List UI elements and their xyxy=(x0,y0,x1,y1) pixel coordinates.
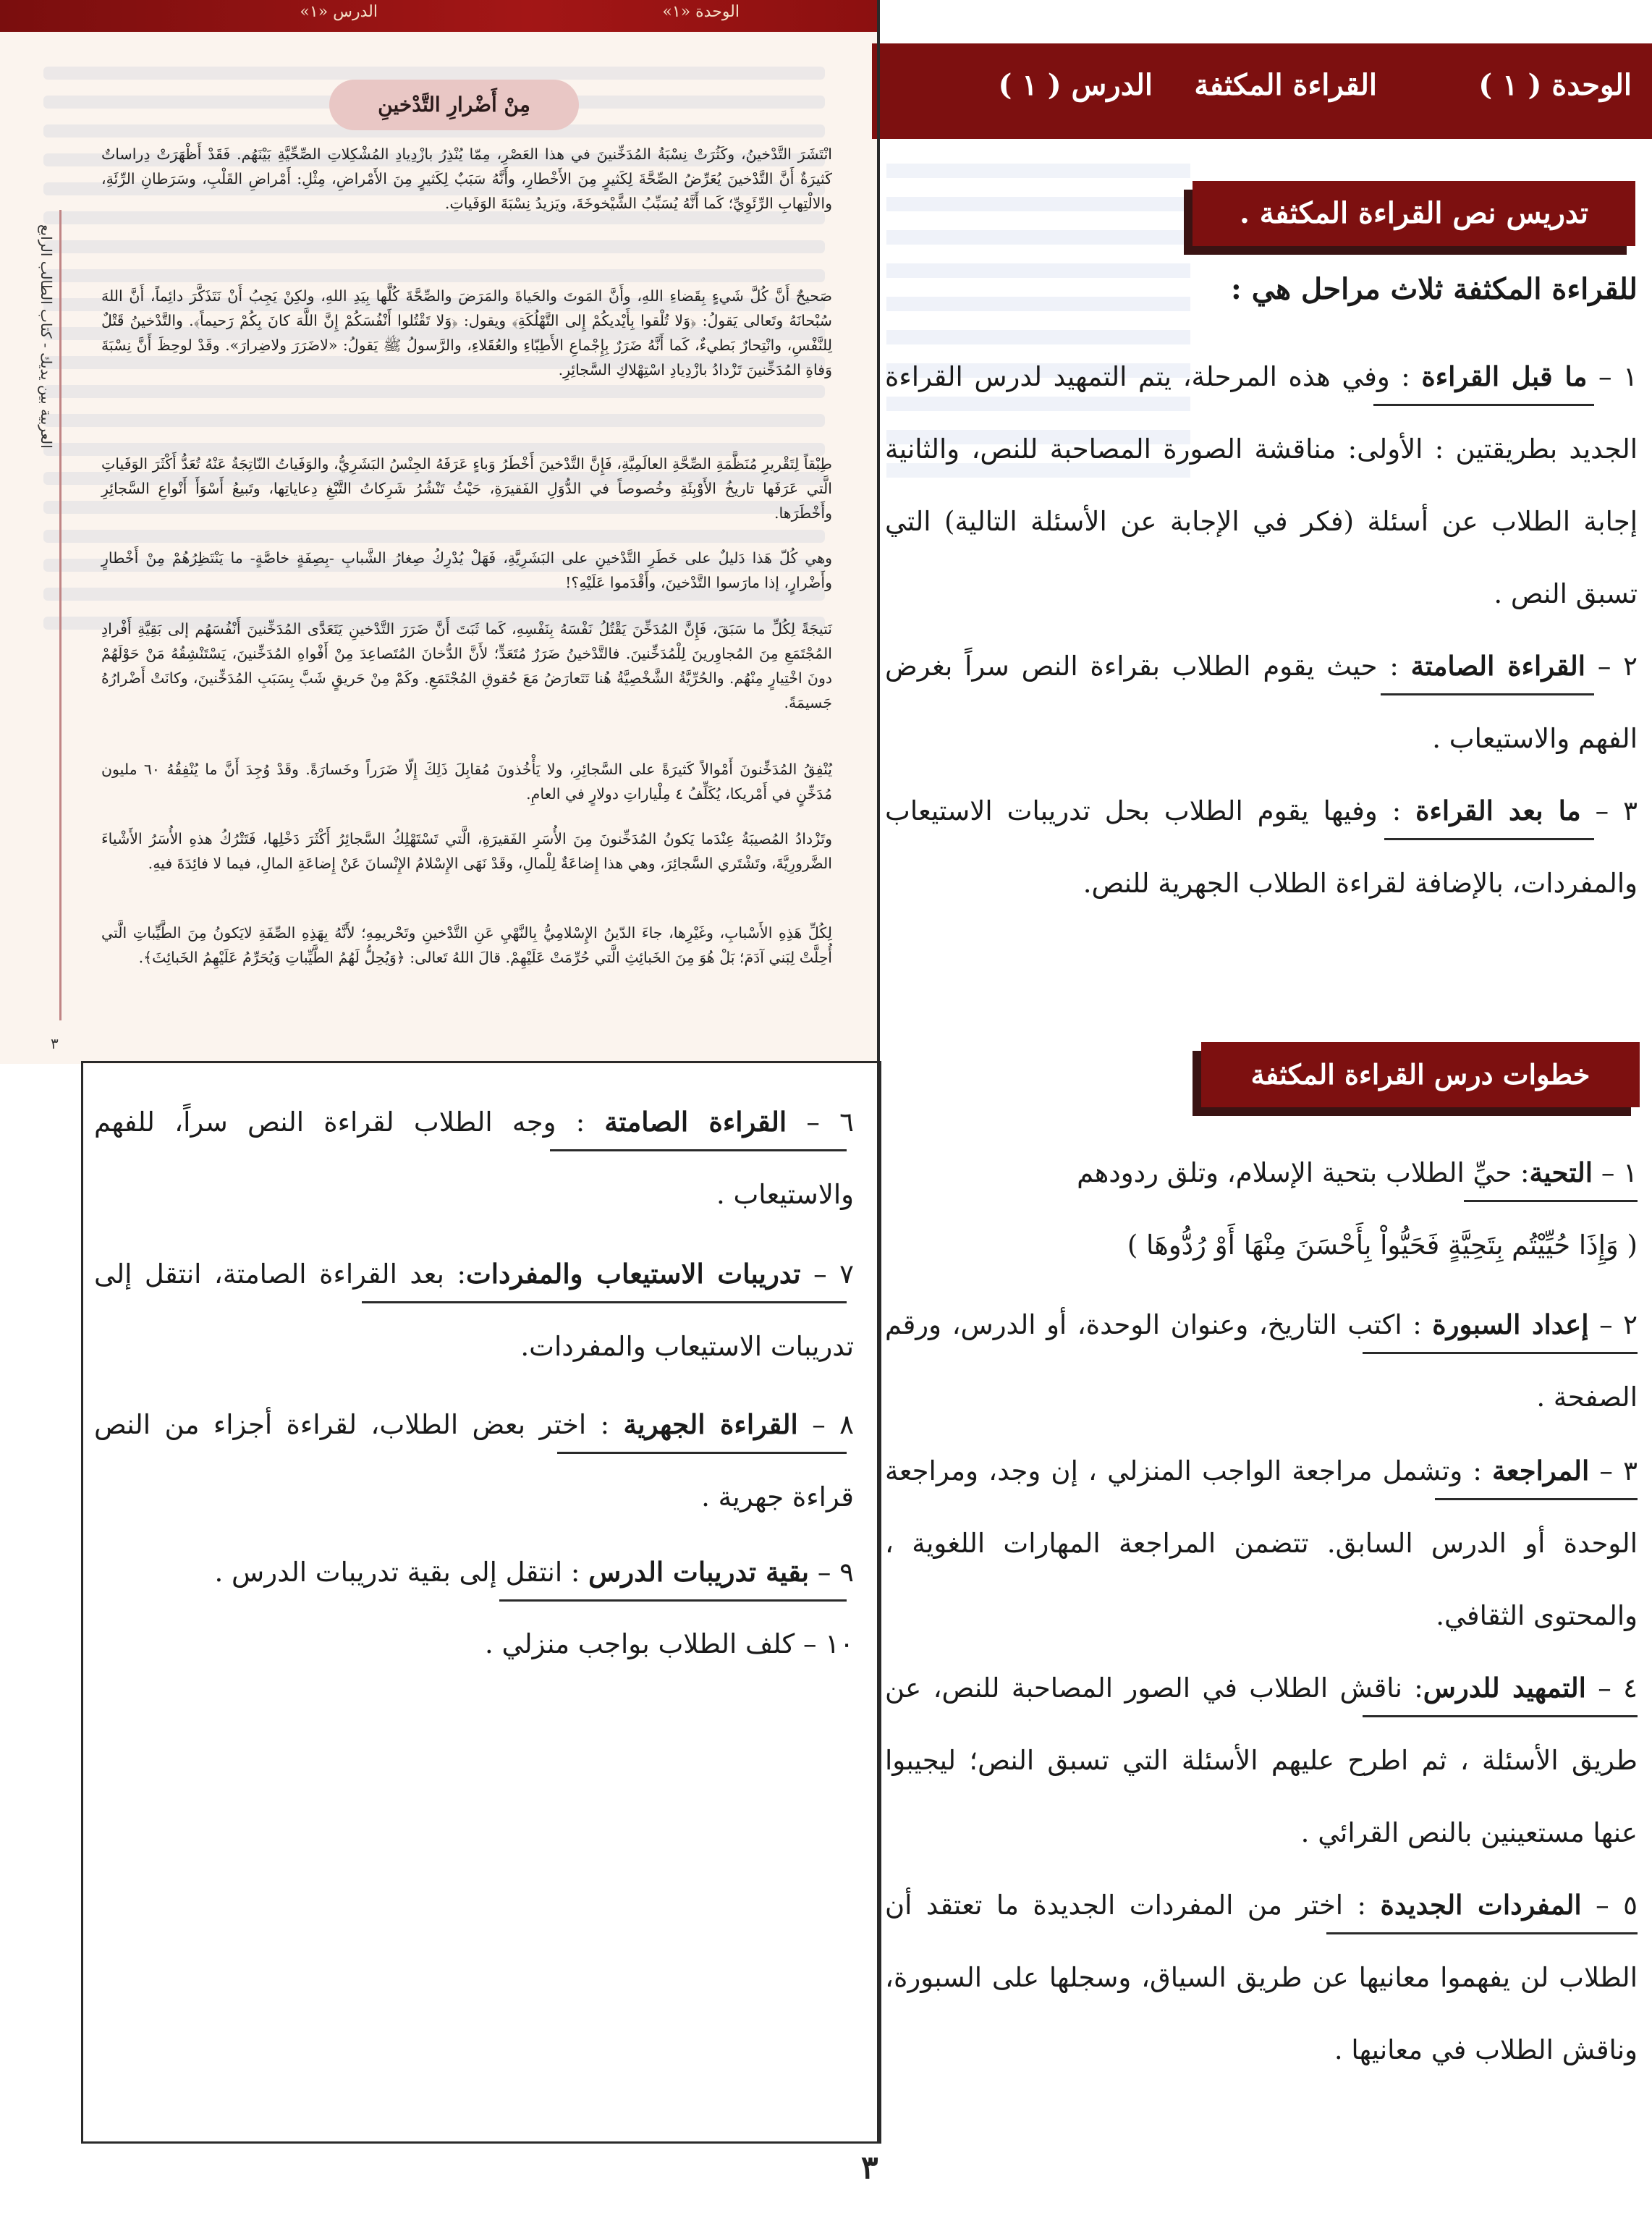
reading-paragraph: طِبْقاً لِتَقْريرِ مُنَظَّمَةِ الصِّحَّةِ العالَمِيَّةِ، فَإِنَّ التَّدْخينَ أَخْطَرُ وَباءٍ عَرَفَهُ الجِنْسُ البَشَرِيُّ، والوَفَياتُ النّاتِجَةُ عَنْهُ تُعَدُّ أَكْثَرَ الوَفَياتِ الَّتي عَرَفَها تاريخُ الأَوْبِئَةِ وخُصوصاً في الدُّوَلِ الفَقيرَةِ، حَيْثُ تَنْشُرُ شَرِكاتُ التَّبْغِ دِعاياتِها، وتَبيعُ أَسْوَأَ أَنْواعِ السَّجائِرِ وأَخْطَرَها. xyxy=(101,455,832,522)
reading-title: مِنْ أَضْرارِ التَّدْخينِ xyxy=(329,80,579,130)
step-number: ٨ – xyxy=(812,1409,855,1440)
step-text: وجه الطلاب لقراءة النص سراً، للفهم والاستيعاب . xyxy=(94,1107,854,1210)
step-term: المفردات الجديدة xyxy=(1380,1889,1582,1921)
left-unit-label: الوحدة «١» xyxy=(662,3,740,21)
stages-intro: للقراءة المكثفة ثلاث مراحل هي : xyxy=(1231,272,1638,306)
reading-paragraph: صَحيحٌ أَنَّ كُلَّ شَيءٍ بِقَضاءِ اللهِ، وأَنَّ المَوتَ والحَياةَ والمَرَضَ والصِّحَّةَ كُلَّها بِيَدِ اللهِ، ولكِنْ يَجِبُ أَنْ نَتَذَكَّرَ دائِماً، أَنَّ اللهَ سُبْحانَهُ وتَعالى يَقولُ: ﴿وَلا تُلْقوا بِأَيْديكُمْ إِلى التَّهْلُكَةِ﴾ ويقول: ﴿وَلا تَقْتُلوا أَنْفُسَكُمْ إِنَّ اللَّهَ كانَ بِكُمْ رَحيماً﴾. والتَّدْخينُ قَتْلٌ لِلنَّفْسِ، وانْتِحارٌ بَطيءٌ، كَما أَنَّهُ ضَرَرٌ بِإِجْماعِ الأَطِبّاءِ والعُقَلاءِ، والرَّسولُ ﷺ يَقولُ: «لاضَرَرَ ولاضِرارَ». وقَدْ لوحِظَ أَنَّ نِسْبَةَ وَفاةِ المُدَخِّنينَ تَزْدادُ بازْدِيادِ اسْتِهْلاكِ السَّجائِرِ. xyxy=(101,287,832,378)
stage-item xyxy=(885,630,1638,775)
reading-paragraph: نَتيجَةً لِكُلِّ ما سَبَقَ، فَإِنَّ المُدَخِّنَ يَقْتُلُ نَفْسَهُ بِنَفْسِهِ، كَما ثَبَتَ أَنَّ ضَرَرَ التَّدْخينِ يَتَعَدَّى المُدَخِّنينَ أَنْفُسَهُم إلى بَقِيَّةِ أَفْرادِ المُجْتَمَعِ مِنَ المُجاوِرينَ لِلْمُدَخِّنينَ. فالتَّدْخينُ ضَرَرٌ مُتَعَدٍّ؛ لأَنَّ الدُّخانَ المُتَصاعِدَ مِنْ أَفْواهِ المُدَخِّنينَ، يَسْتَنْشِقُهُ مَنْ حَوْلَهُمْ دونَ اخْتِيارٍ مِنْهُم. والحُرِّيَّةُ الشَّخْصِيَّةُ هُنا تَتَعارَضُ مَعَ حُقوقِ المُجْتَمَعِ. وكَمْ مِنْ حَريقٍ شَبَّ بِسَبَبِ المُدَخِّنينَ، وكانَتْ أَضْرارُهُ جَسيمَةً. xyxy=(101,620,832,711)
step-separator: : xyxy=(444,1259,466,1290)
step-item xyxy=(885,1651,1638,1869)
left-page-number: ٣ xyxy=(51,1035,59,1052)
reading-paragraph: لِكُلِّ هَذِهِ الأَسْبابِ، وغَيْرِها، جاءَ الدّينُ الإِسْلامِيُّ بِالنَّهْيِ عَنِ التَّدْخينِ وتَحْريمِهِ؛ لأَنَّهُ بِهَذِهِ الصِّفَةِ لايَكونُ مِنَ الطَّيِّباتِ الَّتي أُحِلَّتْ لِبَني آدَمَ؛ بَلْ هُوَ مِنَ الخَبائِثِ الَّتي حُرِّمَتْ عَلَيْهِمْ. قالَ اللهُ تَعالى: ﴿وَيُحِلُّ لَهُمُ الطَّيِّباتِ وَيُحَرِّمُ عَلَيْهِمُ الخَبائِثَ﴾. xyxy=(101,924,832,966)
step-item xyxy=(94,1086,854,1231)
stage-number: ٣ – xyxy=(1595,795,1638,826)
stage-term: ما بعد القراءة xyxy=(1415,795,1581,826)
stage-separator: : xyxy=(1389,361,1422,392)
stage-item xyxy=(885,340,1638,630)
step-term: بقية تدريبات الدرس xyxy=(588,1556,810,1588)
step-text: وتشمل مراجعة الواجب المنزلي ، إن وجد، ومراجعة الوحدة أو الدرس السابق. تتضمن المراجعة المهارات اللغوية ، والمحتوى الثقافي. xyxy=(885,1455,1638,1631)
page-number: ٣ xyxy=(861,2149,878,2186)
section-title-box: تدريس نص القراءة المكثفة . xyxy=(1193,181,1635,246)
section-title-box: خطوات درس القراءة المكثفة xyxy=(1201,1042,1640,1107)
reading-paragraph: وهي كُلّ هَذا دَليلٌ على خَطَرِ التَّدْخينِ على البَشَرِيَّةِ، فَهَلْ يُدْرِكُ صِغارُ الشَّبابِ -بِصِفَةٍ خاصَّةٍ- ما يَنْتَظِرُهُمْ مِنْ أَخْطارٍ وأَضْرارٍ، إذا مارَسوا التَّدْخينَ، وأَقْدَموا عَلَيْهِ؟! xyxy=(101,549,832,591)
step-separator: : xyxy=(562,1557,589,1588)
student-book-page xyxy=(0,0,877,1064)
reading-paragraph: يُنْفِقُ المُدَخِّنونَ أَمْوالاً كَثيرَةً على السَّجائِرِ، ولا يَأْخُذونَ مُقابِلَ ذَلِكَ إِلّا ضَرَراً وخَسارَةً. وقَدْ وُجِدَ أَنَّ ما يُنْفِقُهُ ٦٠ مليون مُدَخِّنٍ في أَمْريكا، يُكَلِّفُ ٤ مِلْياراتِ دولارٍ في العامِ. xyxy=(101,761,832,803)
term-underline xyxy=(1435,1498,1638,1500)
step-term: إعداد السبورة xyxy=(1432,1308,1589,1340)
step-term: المراجعة xyxy=(1492,1455,1590,1486)
step-term: القراءة الجهرية xyxy=(623,1408,798,1440)
term-underline xyxy=(550,1149,847,1151)
step-text: انتقل إلى بقية تدريبات الدرس . xyxy=(214,1557,563,1588)
term-underline xyxy=(1381,693,1594,695)
step-number: ٦ – xyxy=(806,1107,855,1138)
stage-item xyxy=(885,774,1638,920)
left-lesson-label: الدرس «١» xyxy=(300,3,378,21)
step-number: ١٠ – xyxy=(802,1628,854,1659)
term-underline xyxy=(499,1599,847,1602)
lesson-label: الدرس ( ١ ) xyxy=(998,68,1153,102)
step-separator: : xyxy=(1402,1672,1423,1704)
step-item xyxy=(94,1536,854,1609)
step-number: ٥ – xyxy=(1596,1890,1638,1921)
step-number: ١ – xyxy=(1601,1157,1638,1188)
stage-text: حيث يقوم الطلاب بقراءة النص سراً بغرض الفهم والاستيعاب . xyxy=(885,651,1638,754)
unit-header-bar xyxy=(872,43,1652,139)
term-underline xyxy=(1326,1932,1638,1934)
quran-quote: ( وَإِذَا حُيِّيْتُم بِتَحِيَّةٍ فَحَيُّواْ بِأَحْسَنَ مِنْهَا أَوْ رُدُّوهَا ) xyxy=(1127,1230,1638,1261)
step-item xyxy=(94,1238,854,1383)
step-separator: : xyxy=(1402,1309,1433,1340)
left-page-header-bar xyxy=(0,0,877,32)
term-underline xyxy=(1373,404,1594,406)
step-separator: : xyxy=(1512,1157,1530,1188)
stage-separator: : xyxy=(1377,795,1416,826)
stage-term: ما قبل القراءة xyxy=(1421,360,1588,392)
step-item xyxy=(94,1608,854,1680)
step-text: اختر من المفردات الجديدة ما تعتقد أن الطلاب لن يفهموا معانيها عن طريق السياق، وسجلها على السبورة، وناقش الطلاب في معانيها . xyxy=(885,1890,1638,2065)
term-underline xyxy=(362,1301,847,1303)
term-underline xyxy=(1363,1352,1638,1354)
step-text: اكتب التاريخ، وعنوان الوحدة، أو الدرس، ورقم الصفحة . xyxy=(885,1309,1638,1413)
term-underline xyxy=(1384,838,1594,840)
stage-text: وفي هذه المرحلة، يتم التمهيد لدرس القراءة الجديد بطريقتين : الأولى: مناقشة الصورة المصاحبة للنص، والثانية إجابة الطلاب عن أسئلة (فكر في الإجابة عن الأسئلة التالية) التي تسبق النص . xyxy=(885,361,1638,609)
step-item xyxy=(885,1434,1638,1652)
step-text: ناقش الطلاب في الصور المصاحبة للنص، عن طريق الأسئلة ، ثم اطرح عليهم الأسئلة التي تسبق النص؛ ليجيبوا عنها مستعينين بالنص القرائي . xyxy=(885,1672,1638,1848)
unit-label: الوحدة ( ١ ) xyxy=(1478,68,1632,102)
step-separator: : xyxy=(586,1409,624,1440)
step-term: القراءة الصامتة xyxy=(604,1106,787,1138)
step-text: بعد القراءة الصامتة، انتقل إلى تدريبات الاستيعاب والمفردات. xyxy=(94,1259,854,1362)
reading-paragraph: وتَزْدادُ المُصيبَةُ عِنْدَما يَكونُ المُدَخِّنونَ مِنَ الأُسَرِ الفَقيرَةِ، الَّتي تَسْتَهْلِكُ السَّجائِرُ أَكْثَرَ دَخْلِها، فَتَتْرُكُ هذهِ الأُسَرُ الأَشْياءَ الضَّرورِيَّةَ، وتَشْتَري السَّجائِرَ، وهي هذا إِضاعَةٌ لِلْمالِ، وقَدْ نَهَى الإِسْلامُ الإِنْسانَ عَنْ إِضاعَةِ المالِ، فيما لا فائِدَةَ فيهِ. xyxy=(101,830,832,872)
book-side-title: العربية بين يديك - كتاب الطالب الرابع xyxy=(38,224,55,449)
stage-number: ٢ – xyxy=(1597,651,1638,682)
reading-paragraph: انْتَشَرَ التَّدْخينُ، وكَثُرَتْ نِسْبَةُ المُدَخِّنينَ في هذا العَصْرِ، مِمّا يُنْذِرُ بازْدِيادِ المُشْكِلاتِ الصِّحِّيَّةِ بَيْنَهُم. فَقَدْ أَظْهَرَتْ دِراساتٌ كَثيرَةٌ أَنَّ التَّدْخينَ يُعَرِّضُ الصِّحَّةَ لِكَثيرٍ مِنَ الأَخْطارِ، وأَنَّهُ سَبَبٌ لِكَثيرٍ مِنَ الأَمْراضِ، مِثْلِ: أَمْراضِ القَلْبِ، وسَرَطانِ الرِّئَةِ، والالْتِهابِ الرِّئَوِيِّ؛ كَما أَنَّهُ يُسَبِّبُ الشَّيْخوخَةَ، ويَزيدُ نِسْبَةَ الوَفَياتِ. xyxy=(101,145,832,212)
step-item xyxy=(885,1136,1638,1282)
step-item xyxy=(885,1288,1638,1434)
step-term: التمهيد للدرس xyxy=(1423,1672,1586,1704)
step-number: ٣ – xyxy=(1599,1455,1638,1486)
step-separator: : xyxy=(556,1107,605,1138)
stage-number: ١ – xyxy=(1598,361,1638,392)
step-number: ٢ – xyxy=(1599,1309,1638,1340)
step-number: ٩ – xyxy=(817,1557,854,1588)
step-separator: : xyxy=(1343,1890,1381,1921)
term-underline xyxy=(1363,1715,1638,1717)
term-underline xyxy=(1464,1200,1638,1202)
step-separator: : xyxy=(1462,1455,1493,1486)
stage-separator: : xyxy=(1377,651,1411,682)
step-term: التحية xyxy=(1529,1156,1593,1188)
step-term: تدريبات الاستيعاب والمفردات xyxy=(465,1258,801,1290)
side-rule xyxy=(59,210,62,1020)
stage-term: القراءة الصامتة xyxy=(1410,650,1586,682)
topic-label: القراءة المكثفة xyxy=(1194,68,1377,102)
step-number: ٧ – xyxy=(813,1259,855,1290)
term-underline xyxy=(557,1452,847,1454)
step-item xyxy=(94,1388,854,1534)
step-text: اختر بعض الطلاب، لقراءة أجزاء من النص قراءة جهرية . xyxy=(94,1409,854,1513)
step-text: حيِّ الطلاب بتحية الإسلام، وتلق ردودهم xyxy=(1077,1157,1512,1188)
step-item xyxy=(885,1869,1638,2086)
step-number: ٤ – xyxy=(1598,1672,1638,1704)
step-text: كلف الطلاب بواجب منزلي . xyxy=(485,1628,795,1659)
stage-text: وفيها يقوم الطلاب بحل تدريبات الاستيعاب والمفردات، بالإضافة لقراءة الطلاب الجهرية للنص. xyxy=(885,795,1638,899)
